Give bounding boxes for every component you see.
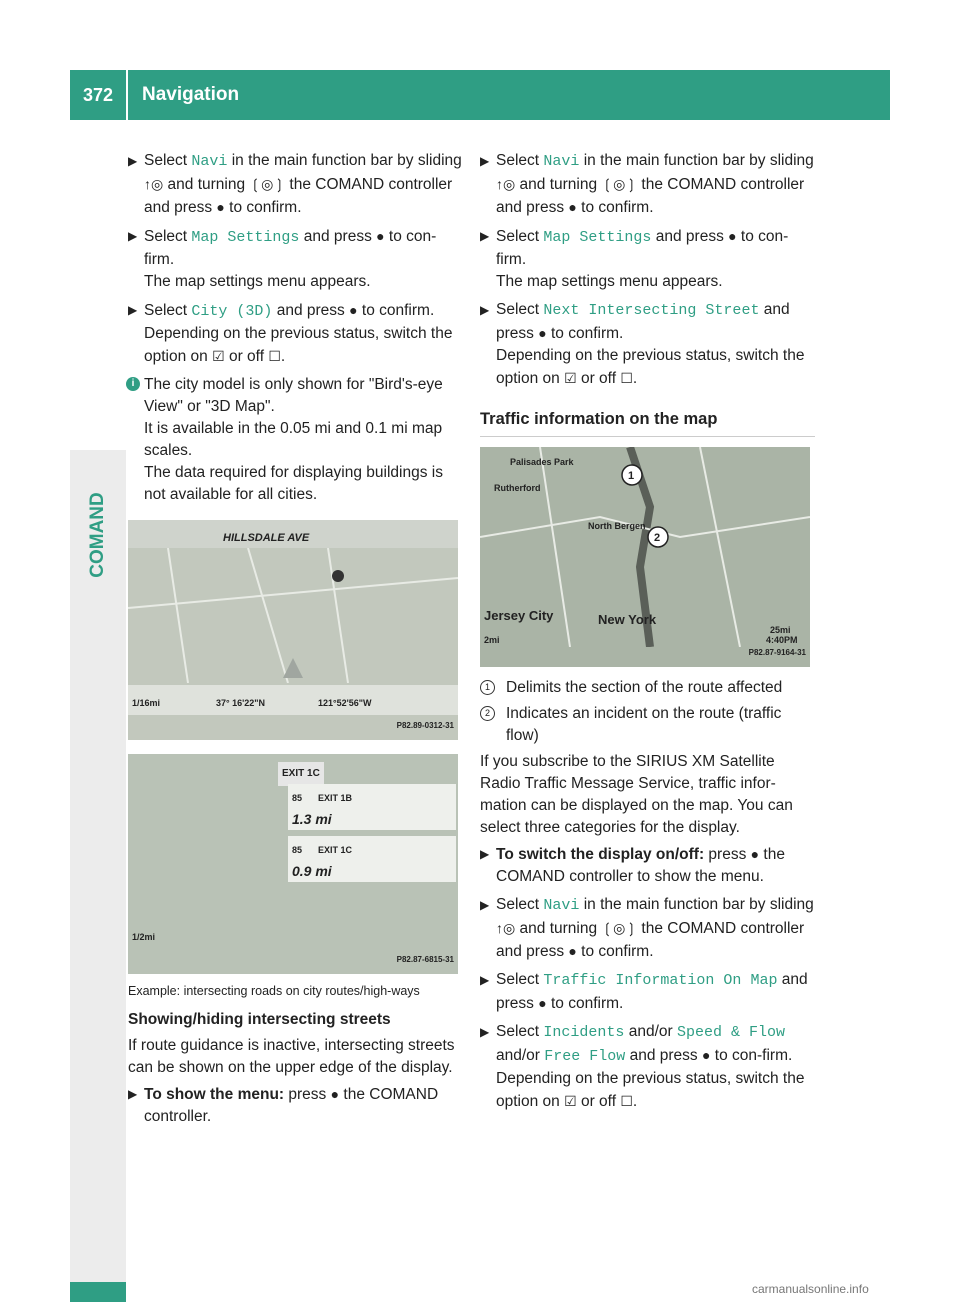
side-tab-label: COMAND	[87, 492, 108, 578]
paragraph: If you subscribe to the SIRIUS XM Satellite Radio Traffic Message Service, traffic infor-mation can be displayed on the map. You can select three categories for the display.	[480, 753, 793, 836]
menu-item-navi: Navi	[191, 153, 228, 170]
slide-up-icon: ↑◎	[496, 920, 516, 936]
instruction-step: ▶ Select Navi in the main function bar by sliding ↑◎ and turning ❲◎❳ the COMAND controller and press ● to confirm.	[480, 896, 814, 960]
map-streets	[128, 548, 458, 683]
press-icon: ●	[538, 995, 547, 1011]
svg-text:1: 1	[628, 470, 635, 482]
info-note: i The city model is only shown for "Bird's-eye View" or "3D Map". It is available in the 0.05 mi and 0.1 mi map scales. The data required for displaying buildings is not available for all cities.	[128, 374, 463, 506]
legend-item: 1 Delimits the section of the route affected	[480, 677, 815, 699]
press-icon: ●	[538, 325, 547, 341]
menu-item-map-settings: Map Settings	[191, 229, 300, 246]
watermark: carmanualsonline.info	[752, 1282, 869, 1296]
step-arrow-icon: ▶	[128, 229, 138, 243]
menu-item-navi: Navi	[543, 153, 580, 170]
step-arrow-icon: ▶	[480, 898, 490, 912]
press-icon: ●	[568, 943, 577, 959]
info-icon: i	[126, 377, 140, 391]
left-column	[128, 150, 463, 1134]
slide-up-icon: ↑◎	[496, 176, 516, 192]
turn-icon: ❲◎❳	[249, 176, 286, 192]
instruction-step: ▶ Select Navi in the main function bar by sliding ↑◎ and turning ❲◎❳ the COMAND controller and press ● to confirm.	[128, 152, 462, 216]
step-arrow-icon: ▶	[128, 154, 138, 168]
press-icon: ●	[216, 199, 225, 215]
figure-caption: Example: intersecting roads on city routes/high-ways	[128, 984, 420, 998]
traffic-map-figure: 1 2 Palisades Park Rutherford North Bergen Jersey City New York 2mi 25mi 4:40PM P82.87-9164-31	[480, 447, 810, 667]
instruction-step: ▶ Select Next Intersecting Street and press ● to confirm. Depending on the previous status, switch the option on ☑ or off ☐.	[480, 301, 805, 387]
chapter-title: Navigation	[142, 84, 240, 105]
instruction-step: ▶ Select Incidents and/or Speed & Flow and/or Free Flow and press ● to con-firm. Depending on the previous status, switch the option on ☑ or off ☐.	[480, 1023, 805, 1110]
instruction-step: ▶ Select Navi in the main function bar by sliding ↑◎ and turning ❲◎❳ the COMAND controller and press ● to confirm.	[480, 152, 814, 216]
instruction-step: ▶ Select Traffic Information On Map and press ● to confirm.	[480, 971, 808, 1012]
menu-item-incidents: Incidents	[543, 1024, 625, 1041]
checkbox-checked-icon: ☑	[564, 370, 577, 386]
step-arrow-icon: ▶	[480, 229, 490, 243]
checkbox-empty-icon: ☐	[268, 348, 281, 364]
instruction-step: ▶ Select City (3D) and press ● to confirm. Depending on the previous status, switch the option on ☑ or off ☐.	[128, 299, 463, 368]
right-column	[480, 150, 815, 1119]
legend-item: 2 Indicates an incident on the route (traffic flow)	[480, 703, 815, 747]
slide-up-icon: ↑◎	[144, 176, 164, 192]
menu-item-traffic-information-on-map: Traffic Information On Map	[543, 972, 778, 989]
step-arrow-icon: ▶	[480, 973, 490, 987]
step-arrow-icon: ▶	[128, 1087, 138, 1101]
city-map-figure: HILLSDALE AVE 1/16mi 37° 16'22"N 121°52'56"W P82.89-0312-31	[128, 520, 458, 740]
press-icon: ●	[330, 1086, 340, 1102]
press-icon: ●	[701, 1047, 711, 1063]
press-icon: ●	[750, 846, 760, 862]
menu-item-next-intersecting-street: Next Intersecting Street	[543, 302, 760, 319]
menu-item-map-settings: Map Settings	[543, 229, 652, 246]
instruction-step: ▶ To show the menu: press ● the COMAND controller.	[128, 1083, 463, 1128]
step-arrow-icon: ▶	[480, 154, 490, 168]
instruction-step: ▶ To switch the display on/off: press ● the COMAND controller to show the menu.	[480, 843, 815, 888]
menu-item-free-flow: Free Flow	[544, 1048, 626, 1065]
press-icon: ●	[376, 228, 385, 244]
header-divider	[126, 70, 128, 120]
checkbox-empty-icon: ☐	[620, 370, 633, 386]
checkbox-empty-icon: ☐	[620, 1093, 633, 1109]
press-icon: ●	[568, 199, 577, 215]
turn-icon: ❲◎❳	[601, 920, 638, 936]
section-heading: Traffic information on the map	[480, 408, 815, 437]
highway-exit-figure: EXIT 1C 85 EXIT 1B 1.3 mi 85 EXIT 1C 0.9 mi 1/2mi P82.87-6815-31	[128, 754, 458, 974]
header-bar	[70, 70, 890, 120]
section-heading: Showing/hiding intersecting streets	[128, 1011, 391, 1028]
menu-item-speed-flow: Speed & Flow	[677, 1024, 786, 1041]
press-icon: ●	[349, 302, 358, 318]
menu-item-navi: Navi	[543, 897, 580, 914]
step-arrow-icon: ▶	[480, 303, 490, 317]
checkbox-checked-icon: ☑	[564, 1093, 577, 1109]
instruction-step: ▶ Select Map Settings and press ● to con-firm. The map settings menu appears.	[480, 225, 815, 293]
paragraph: If route guidance is inactive, intersecting streets can be shown on the upper edge of the display.	[128, 1037, 455, 1076]
instruction-step: ▶ Select Map Settings and press ● to con-firm. The map settings menu appears.	[128, 225, 463, 293]
street-name: HILLSDALE AVE	[223, 532, 310, 544]
turn-icon: ❲◎❳	[601, 176, 638, 192]
menu-item-city-3d: City (3D)	[191, 303, 273, 320]
step-arrow-icon: ▶	[480, 847, 490, 861]
svg-text:2: 2	[654, 532, 661, 544]
side-marker	[70, 1282, 126, 1302]
step-arrow-icon: ▶	[480, 1025, 490, 1039]
page-number: 372	[82, 84, 114, 105]
step-arrow-icon: ▶	[128, 303, 138, 317]
press-icon: ●	[728, 228, 737, 244]
checkbox-checked-icon: ☑	[212, 348, 225, 364]
